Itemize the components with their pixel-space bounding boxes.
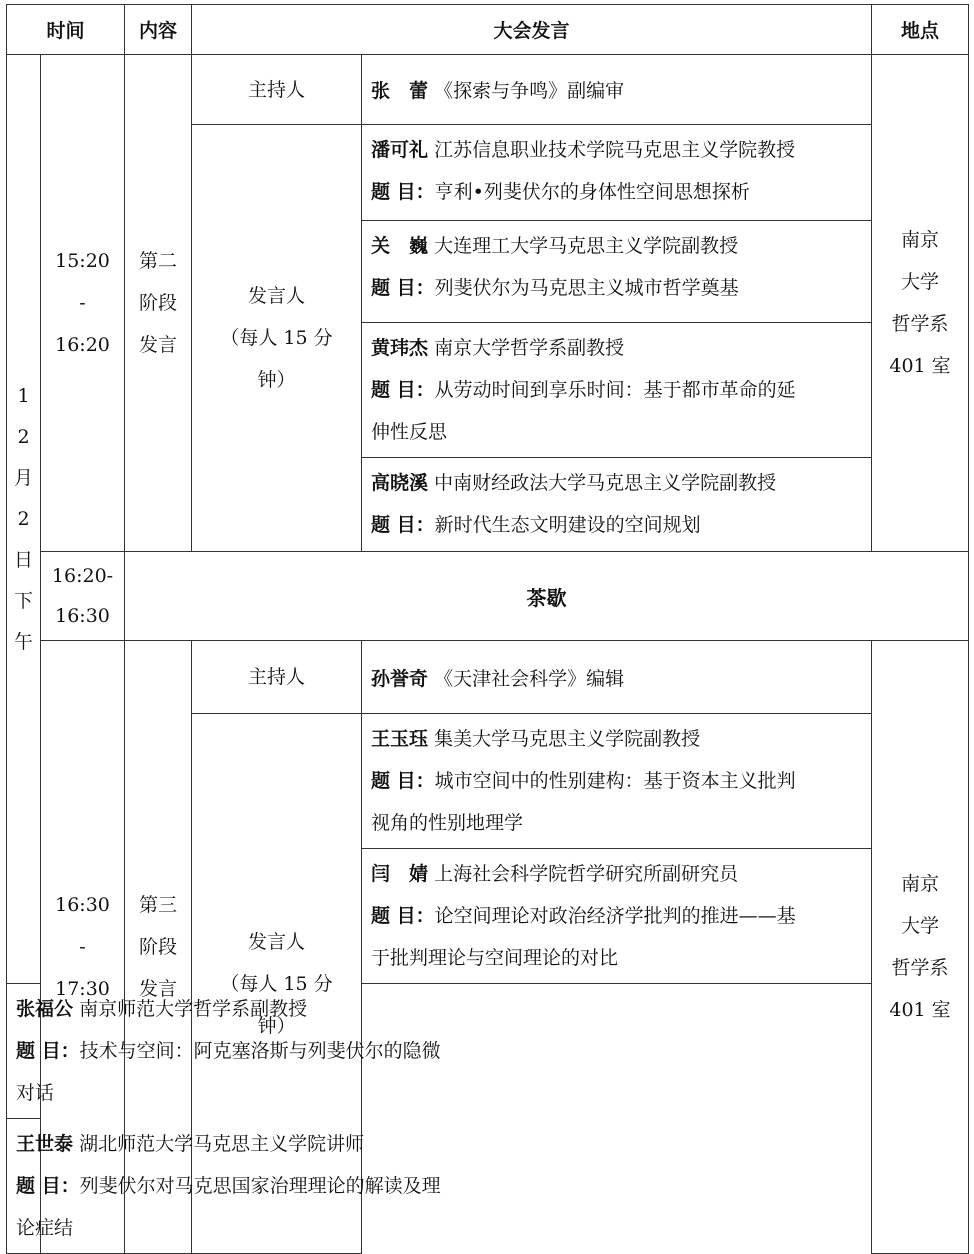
session2-host-role: 主持人	[192, 55, 362, 125]
topic-label: 题 目：	[371, 770, 435, 792]
header-content: 内容	[125, 5, 192, 55]
session3-host-name: 孙誉奇	[371, 667, 429, 690]
speaker-name: 王世泰	[16, 1133, 74, 1155]
speaker-affil: 湖北师范大学马克思主义学院讲师	[79, 1133, 365, 1155]
topic-label: 题 目：	[371, 181, 435, 203]
location-line: 哲学系	[891, 957, 949, 979]
speaker-topic: 亨利•列斐伏尔的身体性空间思想探析	[434, 181, 750, 203]
location-line: 401 室	[889, 355, 951, 377]
speaker-topic-cont: 对话	[16, 1082, 55, 1104]
speaker-name: 王玉珏	[371, 728, 429, 750]
speaker-affil: 大连理工大学马克思主义学院副教授	[434, 235, 739, 257]
session2-location	[872, 55, 969, 552]
location-line: 大学	[901, 271, 940, 293]
header-row	[7, 5, 969, 55]
header-speech: 大会发言	[192, 5, 872, 55]
speaker-affil: 南京大学哲学系副教授	[434, 337, 625, 359]
speaker-affil: 集美大学马克思主义学院副教授	[434, 728, 701, 750]
session3-time	[41, 641, 125, 1254]
speaker-topic-cont: 伸性反思	[371, 421, 448, 443]
speaker-role-line: （每人 15 分	[220, 327, 333, 349]
session2-time-dash: -	[79, 292, 86, 314]
speaker-name: 关 巍	[371, 235, 429, 257]
session3-speaker-role	[192, 714, 362, 1254]
session3-content	[125, 641, 192, 1254]
speaker-role-line: 钟）	[257, 369, 296, 391]
session2-host-name: 张 蕾	[371, 80, 429, 102]
speaker-topic-cont: 视角的性别地理学	[371, 812, 524, 834]
session2-time-start: 15:20	[55, 250, 110, 272]
speaker-topic-cont: 于批判理论与空间理论的对比	[371, 947, 619, 969]
session3-host-row	[7, 641, 969, 714]
location-line: 大学	[901, 915, 940, 937]
speaker-name: 潘可礼	[371, 139, 429, 161]
speaker-entry	[362, 458, 872, 552]
session3-time-end: 17:30	[55, 978, 110, 1000]
session3-content-line: 第三	[139, 894, 178, 916]
speaker-role-line: 发言人	[248, 930, 306, 953]
header-time: 时间	[7, 5, 125, 55]
schedule-table	[6, 4, 969, 1254]
topic-label: 题 目：	[371, 905, 435, 927]
session3-host	[362, 641, 872, 714]
speaker-topic-cont: 论症结	[16, 1217, 74, 1239]
speaker-topic: 城市空间中的性别建构：基于资本主义批判	[434, 770, 796, 792]
tea-break-time-line: 16:30	[55, 605, 110, 627]
tea-break-time	[41, 552, 125, 641]
topic-label: 题 目：	[16, 1175, 80, 1197]
speaker-topic: 新时代生态文明建设的空间规划	[434, 514, 701, 536]
session2-time-end: 16:20	[55, 334, 110, 356]
speaker-entry	[362, 221, 872, 323]
speaker-affil: 江苏信息职业技术学院马克思主义学院教授	[434, 139, 796, 161]
speaker-entry	[362, 849, 872, 984]
session3-host-role: 主持人	[192, 641, 362, 714]
speaker-topic: 技术与空间：阿克塞洛斯与列斐伏尔的隐微	[79, 1040, 441, 1062]
speaker-name: 黄玮杰	[371, 337, 429, 359]
speaker-name: 高晓溪	[371, 472, 429, 494]
session3-host-affil: 《天津社会科学》编辑	[434, 667, 625, 690]
session2-speaker-role	[192, 125, 362, 552]
date-label: 12月2日下午	[14, 384, 34, 653]
speaker-name: 张福公	[16, 998, 74, 1020]
session2-content-line: 第二	[139, 250, 178, 272]
session3-time-start: 16:30	[55, 894, 110, 916]
tea-break-label: 茶歇	[125, 552, 969, 641]
speaker-entry	[362, 323, 872, 458]
location-line: 南京	[901, 229, 940, 251]
tea-break-time-line: 16:20-	[51, 565, 114, 587]
session2-content	[125, 55, 192, 552]
speaker-entry	[7, 1119, 441, 1254]
topic-label: 题 目：	[371, 379, 435, 401]
speaker-topic: 列斐伏尔为马克思主义城市哲学奠基	[434, 277, 739, 299]
session3-content-line: 发言	[139, 978, 178, 1000]
topic-label: 题 目：	[371, 277, 435, 299]
session2-host	[362, 55, 872, 125]
speaker-role-line: 发言人	[248, 285, 306, 307]
session3-time-dash: -	[79, 936, 86, 958]
speaker-affil: 南京师范大学哲学系副教授	[79, 998, 308, 1020]
session2-content-line: 发言	[139, 334, 178, 356]
speaker-name: 闫 婧	[371, 863, 429, 885]
tea-break-row	[7, 552, 969, 641]
session2-host-row	[7, 55, 969, 125]
speaker-topic: 列斐伏尔对马克思国家治理理论的解读及理	[79, 1175, 441, 1197]
location-line: 401 室	[889, 999, 951, 1021]
topic-label: 题 目：	[371, 514, 435, 536]
session2-time	[41, 55, 125, 552]
session3-content-line: 阶段	[139, 936, 178, 958]
speaker-topic: 论空间理论对政治经济学批判的推进——基	[434, 905, 796, 927]
speaker-entry	[362, 125, 872, 221]
speaker-affil: 中南财经政法大学马克思主义学院副教授	[434, 472, 777, 494]
speaker-affil: 上海社会科学院哲学研究所副研究员	[434, 863, 739, 885]
header-location: 地点	[872, 5, 969, 55]
speaker-entry	[362, 714, 872, 849]
session3-location	[872, 641, 969, 1254]
speaker-topic: 从劳动时间到享乐时间：基于都市革命的延	[434, 379, 796, 401]
location-line: 南京	[901, 873, 940, 895]
session2-content-line: 阶段	[139, 292, 178, 314]
date-cell	[7, 55, 41, 984]
location-line: 哲学系	[891, 313, 949, 335]
topic-label: 题 目：	[16, 1040, 80, 1062]
session2-host-affil: 《探索与争鸣》副编审	[434, 80, 625, 102]
speaker-role-line: （每人 15 分	[220, 972, 333, 995]
speaker-role-line: 钟）	[257, 1014, 296, 1037]
